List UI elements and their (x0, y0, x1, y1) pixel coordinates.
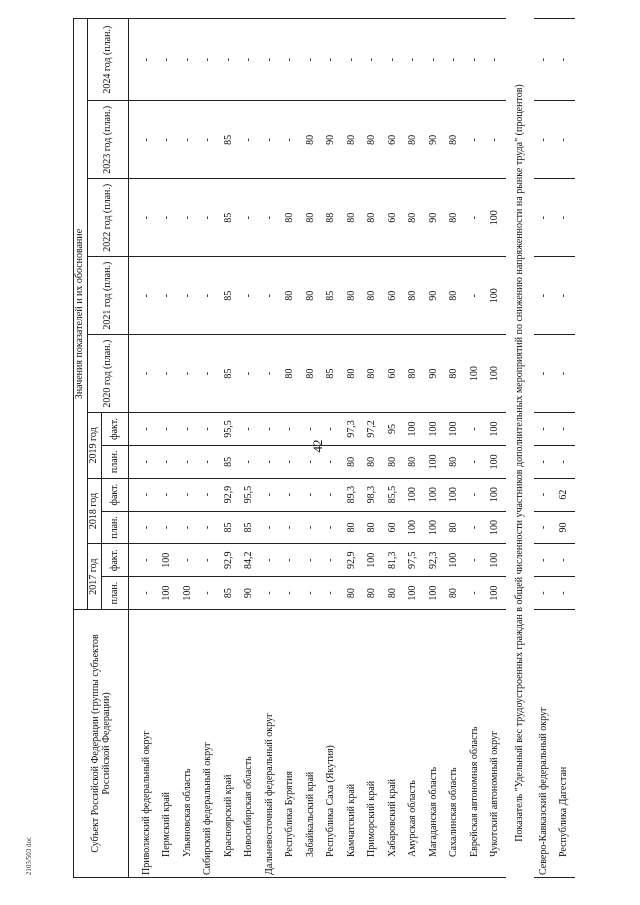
value-cell: - (322, 478, 343, 511)
value-cell: - (158, 511, 179, 544)
table-row (363, 19, 384, 878)
value-cell: - (301, 19, 322, 101)
value-cell: - (555, 101, 576, 179)
value-cell: - (534, 511, 555, 544)
value-cell: - (465, 544, 486, 577)
value-cell: - (260, 19, 281, 101)
rotated-table-container (73, 18, 617, 878)
value-cell: - (260, 577, 281, 610)
value-cell: - (534, 179, 555, 257)
value-cell: - (240, 445, 261, 478)
value-cell: 85 (219, 257, 240, 335)
value-cell: 89,3 (342, 478, 363, 511)
indicator-caption: Показатель "Удельный вес трудоустроенных граждан в общей численности участников дополнительных мероприятий по снижению напряженности на рынке труда" (процентов) (514, 84, 526, 842)
value-cell: - (534, 544, 555, 577)
value-cell: - (363, 19, 384, 101)
value-cell: 100 (486, 335, 507, 413)
region-name: Ульяновская область (178, 609, 199, 877)
value-cell: - (137, 544, 158, 577)
value-cell: - (301, 478, 322, 511)
table-row (322, 19, 343, 878)
value-cell: - (281, 478, 302, 511)
value-cell: - (534, 413, 555, 446)
table-row (158, 19, 179, 878)
value-cell: 80 (363, 179, 384, 257)
value-cell: - (199, 257, 220, 335)
value-cell: 85,5 (383, 478, 404, 511)
value-cell: - (301, 445, 322, 478)
value-cell: 81,3 (383, 544, 404, 577)
value-cell: 100 (158, 577, 179, 610)
value-cell: 100 (178, 577, 199, 610)
value-cell: - (158, 478, 179, 511)
value-cell: 60 (383, 335, 404, 413)
value-cell: - (281, 101, 302, 179)
value-cell: 90 (555, 511, 576, 544)
fact-header: факт. (102, 544, 129, 577)
value-cell: - (322, 445, 343, 478)
region-name: Забайкальский край (301, 609, 322, 877)
value-cell: - (555, 257, 576, 335)
value-cell: 80 (342, 511, 363, 544)
value-cell: 85 (219, 179, 240, 257)
value-cell: 80 (445, 101, 466, 179)
table-row (219, 19, 240, 878)
value-cell: - (158, 413, 179, 446)
value-cell: 80 (383, 577, 404, 610)
table-row (534, 19, 555, 878)
value-cell: - (178, 478, 199, 511)
value-cell: - (178, 413, 199, 446)
value-cell: - (534, 445, 555, 478)
value-cell: - (199, 544, 220, 577)
value-cell: - (178, 101, 199, 179)
value-cell: - (178, 544, 199, 577)
table-row (486, 19, 507, 878)
value-cell: - (260, 445, 281, 478)
value-cell: 100 (486, 478, 507, 511)
value-cell: 92,3 (424, 544, 445, 577)
plan-header: план. (102, 445, 129, 478)
year-header-2023: 2023 год (план.) (88, 101, 129, 179)
value-cell: - (199, 511, 220, 544)
value-cell: - (555, 413, 576, 446)
value-cell: - (534, 577, 555, 610)
value-cell: 85 (219, 101, 240, 179)
value-cell: 80 (383, 445, 404, 478)
value-cell: - (137, 19, 158, 101)
value-cell: 80 (404, 257, 425, 335)
year-header-2017: 2017 год (88, 544, 102, 610)
value-cell: 80 (404, 335, 425, 413)
value-cell: 80 (281, 335, 302, 413)
value-cell: 80 (301, 179, 322, 257)
value-cell: - (486, 101, 507, 179)
table-row (260, 19, 281, 878)
value-cell: 80 (301, 101, 322, 179)
table-body (129, 19, 576, 878)
value-cell: 80 (445, 511, 466, 544)
value-cell: - (404, 19, 425, 101)
value-cell: - (199, 478, 220, 511)
value-cell: 98,3 (363, 478, 384, 511)
value-cell: 80 (445, 179, 466, 257)
value-cell: 80 (342, 179, 363, 257)
value-cell: - (137, 445, 158, 478)
value-cell: 85 (240, 511, 261, 544)
value-cell: - (281, 544, 302, 577)
region-name: Республика Саха (Якутия) (322, 609, 343, 877)
region-name: Приморский край (363, 609, 384, 877)
table-row (383, 19, 404, 878)
value-cell: 90 (240, 577, 261, 610)
year-header-2019: 2019 год (88, 413, 102, 479)
region-name: Красноярский край (219, 609, 240, 877)
value-cell: - (465, 179, 486, 257)
district-name: Сибирский федеральный округ (199, 609, 220, 877)
value-cell: - (199, 445, 220, 478)
value-cell: - (158, 19, 179, 101)
value-cell: 85 (219, 511, 240, 544)
table-row (301, 19, 322, 878)
value-cell: 100 (424, 413, 445, 446)
value-cell: 85 (219, 577, 240, 610)
value-cell: 95,5 (219, 413, 240, 446)
value-cell: 85 (322, 257, 343, 335)
value-cell: 100 (445, 544, 466, 577)
table-row (240, 19, 261, 878)
value-cell: - (260, 478, 281, 511)
value-cell: 100 (404, 478, 425, 511)
value-cell: 100 (404, 413, 425, 446)
value-cell: 80 (301, 335, 322, 413)
value-cell: - (555, 19, 576, 101)
value-cell: - (199, 335, 220, 413)
table-row (404, 19, 425, 878)
value-cell: 97,2 (363, 413, 384, 446)
value-cell: - (465, 257, 486, 335)
value-cell: - (322, 577, 343, 610)
value-cell: - (301, 577, 322, 610)
value-cell: 80 (342, 335, 363, 413)
indicator-caption-row (506, 19, 534, 878)
value-cell: - (260, 544, 281, 577)
value-cell: 100 (445, 413, 466, 446)
value-cell: 97,3 (342, 413, 363, 446)
value-cell: - (199, 413, 220, 446)
value-cell: - (281, 413, 302, 446)
district-name: Северо-Кавказский федеральный округ (534, 609, 555, 877)
table-row (445, 19, 466, 878)
value-cell: - (322, 19, 343, 101)
value-cell: - (534, 478, 555, 511)
value-cell: - (137, 577, 158, 610)
value-cell: 92,9 (219, 544, 240, 577)
value-cell: - (219, 19, 240, 101)
value-cell: - (322, 511, 343, 544)
value-cell: - (342, 19, 363, 101)
spacer-row (129, 19, 138, 878)
value-cell: - (465, 478, 486, 511)
value-cell: - (445, 19, 466, 101)
value-cell: 84,2 (240, 544, 261, 577)
value-cell: - (465, 511, 486, 544)
value-cell: - (158, 445, 179, 478)
value-cell: 60 (383, 257, 404, 335)
value-cell: 100 (486, 511, 507, 544)
value-cell: 90 (424, 335, 445, 413)
year-header-2020: 2020 год (план.) (88, 335, 129, 413)
table-header (74, 19, 129, 878)
year-header-2021: 2021 год (план.) (88, 257, 129, 335)
value-cell: - (158, 257, 179, 335)
value-cell: 80 (363, 257, 384, 335)
value-cell: - (240, 413, 261, 446)
year-header-2022: 2022 год (план.) (88, 179, 129, 257)
value-cell: 97,5 (404, 544, 425, 577)
value-cell: - (383, 19, 404, 101)
value-cell: - (555, 335, 576, 413)
value-cell: - (199, 19, 220, 101)
value-cell: - (465, 413, 486, 446)
value-cell: 100 (486, 577, 507, 610)
region-name: Сахалинская область (445, 609, 466, 877)
fact-header: факт. (102, 413, 129, 446)
value-cell: - (158, 101, 179, 179)
value-cell: 100 (486, 413, 507, 446)
value-cell: - (260, 511, 281, 544)
value-cell: 80 (363, 577, 384, 610)
district-name: Приволжский федеральный округ (137, 609, 158, 877)
value-cell: - (137, 257, 158, 335)
value-cell: - (281, 577, 302, 610)
region-name: Республика Бурятия (281, 609, 302, 877)
value-cell: - (178, 179, 199, 257)
value-cell: 80 (342, 257, 363, 335)
subject-column-header: Субъект Российской Федерации (группы субъектов Российской Федерации) (74, 609, 129, 877)
value-cell: 85 (219, 335, 240, 413)
value-cell: - (240, 257, 261, 335)
table-row (342, 19, 363, 878)
value-cell: - (260, 335, 281, 413)
value-cell: - (281, 19, 302, 101)
value-cell: 90 (424, 101, 445, 179)
table-row (465, 19, 486, 878)
year-header-2024: 2024 год (план.) (88, 19, 129, 101)
value-cell: 80 (404, 179, 425, 257)
value-cell: 80 (363, 445, 384, 478)
values-group-header: Значения показателей и их обоснование (74, 19, 88, 610)
value-cell: 100 (404, 511, 425, 544)
value-cell: - (534, 19, 555, 101)
value-cell: 100 (486, 445, 507, 478)
value-cell: 100 (445, 478, 466, 511)
value-cell: - (137, 179, 158, 257)
value-cell: 80 (445, 445, 466, 478)
region-name: Пермский край (158, 609, 179, 877)
value-cell: 100 (486, 179, 507, 257)
value-cell: 85 (219, 445, 240, 478)
value-cell: - (486, 19, 507, 101)
value-cell: - (322, 413, 343, 446)
value-cell: - (465, 577, 486, 610)
value-cell: - (137, 335, 158, 413)
year-header-2018: 2018 год (88, 478, 102, 544)
value-cell: - (555, 544, 576, 577)
value-cell: 95 (383, 413, 404, 446)
value-cell: 100 (465, 335, 486, 413)
value-cell: - (178, 335, 199, 413)
value-cell: 80 (445, 577, 466, 610)
region-name: Новосибирская область (240, 609, 261, 877)
value-cell: 100 (424, 577, 445, 610)
value-cell: - (301, 511, 322, 544)
value-cell: 62 (555, 478, 576, 511)
value-cell: 60 (383, 511, 404, 544)
region-name: Еврейская автономная область (465, 609, 486, 877)
value-cell: 80 (342, 577, 363, 610)
value-cell: - (534, 101, 555, 179)
value-cell: - (260, 101, 281, 179)
value-cell: 80 (281, 179, 302, 257)
value-cell: 80 (363, 101, 384, 179)
region-name: Камчатский край (342, 609, 363, 877)
value-cell: 90 (424, 179, 445, 257)
value-cell: - (137, 511, 158, 544)
value-cell: - (534, 257, 555, 335)
region-name: Хабаровский край (383, 609, 404, 877)
region-name: Чукотский автономный округ (486, 609, 507, 877)
value-cell: 100 (363, 544, 384, 577)
value-cell: - (178, 19, 199, 101)
table-row (178, 19, 199, 878)
value-cell: - (281, 445, 302, 478)
value-cell: 80 (342, 445, 363, 478)
table-row (424, 19, 445, 878)
value-cell: - (465, 19, 486, 101)
value-cell: - (137, 101, 158, 179)
value-cell: 90 (424, 257, 445, 335)
value-cell: - (260, 257, 281, 335)
value-cell: 80 (404, 101, 425, 179)
plan-header: план. (102, 577, 129, 610)
value-cell: - (322, 544, 343, 577)
value-cell: - (301, 544, 322, 577)
table-row (555, 19, 576, 878)
value-cell: 80 (281, 257, 302, 335)
value-cell: 80 (445, 335, 466, 413)
plan-header: план. (102, 511, 129, 544)
value-cell: - (137, 478, 158, 511)
fact-header: факт. (102, 478, 129, 511)
table-row (137, 19, 158, 878)
region-name: Амурская область (404, 609, 425, 877)
value-cell: - (240, 335, 261, 413)
value-cell: 85 (322, 335, 343, 413)
value-cell: 60 (383, 101, 404, 179)
value-cell: 100 (404, 577, 425, 610)
value-cell: 100 (486, 257, 507, 335)
value-cell: 92,9 (342, 544, 363, 577)
value-cell: - (465, 445, 486, 478)
value-cell: - (301, 413, 322, 446)
value-cell: 100 (486, 544, 507, 577)
value-cell: - (240, 101, 261, 179)
value-cell: - (240, 19, 261, 101)
value-cell: - (178, 257, 199, 335)
value-cell: - (158, 179, 179, 257)
value-cell: - (199, 179, 220, 257)
value-cell: - (199, 577, 220, 610)
region-name: Магаданская область (424, 609, 445, 877)
value-cell: - (178, 445, 199, 478)
value-cell: - (240, 179, 261, 257)
value-cell: 100 (424, 445, 445, 478)
value-cell: - (260, 179, 281, 257)
value-cell: 88 (322, 179, 343, 257)
value-cell: 80 (363, 511, 384, 544)
value-cell: - (555, 445, 576, 478)
value-cell: - (158, 335, 179, 413)
value-cell: - (137, 413, 158, 446)
value-cell: 80 (363, 335, 384, 413)
value-cell: - (260, 413, 281, 446)
value-cell: 95,5 (240, 478, 261, 511)
value-cell: - (199, 101, 220, 179)
value-cell: 80 (404, 445, 425, 478)
value-cell: 80 (301, 257, 322, 335)
value-cell: - (178, 511, 199, 544)
page-number: 42 (310, 439, 325, 453)
value-cell: 60 (383, 179, 404, 257)
table-row (199, 19, 220, 878)
value-cell: 80 (445, 257, 466, 335)
region-name: Республика Дагестан (555, 609, 576, 877)
value-cell: 80 (342, 101, 363, 179)
value-cell: - (534, 335, 555, 413)
value-cell: 100 (424, 511, 445, 544)
indicator-table (73, 18, 575, 878)
value-cell: - (465, 101, 486, 179)
value-cell: - (424, 19, 445, 101)
table-row (281, 19, 302, 878)
value-cell: 100 (158, 544, 179, 577)
value-cell: 90 (322, 101, 343, 179)
value-cell: - (555, 577, 576, 610)
district-name: Дальневосточный федеральный округ (260, 609, 281, 877)
value-cell: - (555, 179, 576, 257)
value-cell: 92,9 (219, 478, 240, 511)
document-id: 2103/503 doc (25, 836, 33, 876)
value-cell: - (281, 511, 302, 544)
value-cell: 100 (424, 478, 445, 511)
